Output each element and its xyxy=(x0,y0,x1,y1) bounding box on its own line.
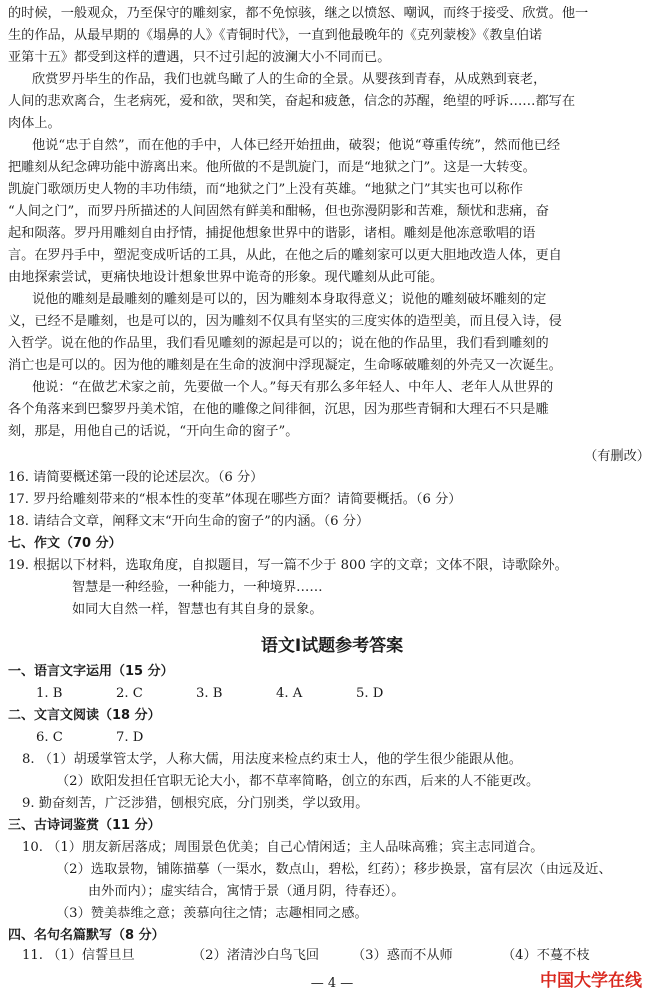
question-17: 17. 罗丹给雕刻带来的“根本性的变革”体现在哪些方面？请简要概括。（6 分） xyxy=(8,492,462,507)
answer-item: 11. （1）信誓旦旦 xyxy=(22,948,135,963)
passage-line: 他说“忠于自然”，而在他的手中，人体已经开始扭曲，破裂；他说“尊重传统”，然而他已经 xyxy=(32,138,561,153)
answer-item: （2）渚清沙白鸟飞回 xyxy=(192,948,320,963)
answer-line: （2）选取景物，铺陈描摹（一渠水，数点山，碧松，红药）；移步换景，富有层次（由远及近、 xyxy=(56,862,612,877)
answer-row xyxy=(36,727,196,749)
answer-line: （2）欧阳发担任官职无论大小，都不草率简略，创立的东西，后来的人不能更改。 xyxy=(56,774,540,789)
answer-line: 10. （1）朋友新居落成；周围景色优美；自己心情闲适；主人品味高雅；宾主志同道合。 xyxy=(22,840,544,855)
passage-line: 肉体上。 xyxy=(8,116,61,131)
passage-line: 由地探索尝试，更痛快地设计想象世界中诡奇的形象。现代雕刻从此可能。 xyxy=(8,270,444,285)
answer-item: 4. A xyxy=(276,686,303,701)
section-heading: 三、古诗词鉴赏（11 分） xyxy=(8,818,161,833)
passage-line: 人间的悲欢离合，生老病死，爱和欲，哭和笑，奋起和疲惫，信念的苏醒，绝望的呼诉……都写在 xyxy=(8,94,576,109)
question-18: 18. 请结合文章，阐释文末“开向生命的窗子”的内涵。（6 分） xyxy=(8,514,370,529)
passage-line: 欣赏罗丹毕生的作品，我们也就鸟瞰了人的生命的全景。从婴孩到青春，从成熟到衰老， xyxy=(32,72,547,87)
passage-line: 各个角落来到巴黎罗丹美术馆，在他的雕像之间徘徊，沉思，因为那些青铜和大理石不只是雕 xyxy=(8,402,549,417)
passage-line: 言。在罗丹手中，塑泥变成听话的工具，从此，在他之后的雕刻家可以更大胆地改造人体，更自 xyxy=(8,248,562,263)
passage-line: 他说：“在做艺术家之前，先要做一个人。”每天有那么多年轻人、中年人、老年人从世界的 xyxy=(32,380,554,395)
answer-item: 5. D xyxy=(356,686,384,701)
answer-line: （3）赞美恭维之意；羡慕向往之情；志趣相同之感。 xyxy=(56,906,368,921)
essay-material: 如同大自然一样，智慧也有其自身的景象。 xyxy=(72,602,323,617)
answer-line: 由外而内）；虚实结合，寓情于景（通月阴，待春还）。 xyxy=(88,884,405,899)
answer-item: 6. C xyxy=(36,730,63,745)
answer-item: 1. B xyxy=(36,686,63,701)
section-heading: 二、文言文阅读（18 分） xyxy=(8,708,161,723)
question-19: 19. 根据以下材料，选取角度，自拟题目，写一篇不少于 800 字的文章；文体不限，诗歌除外。 xyxy=(8,558,568,573)
answer-item: 3. B xyxy=(196,686,223,701)
answer-item: 2. C xyxy=(116,686,143,701)
source-note: （有删改） xyxy=(584,449,650,464)
answer-row xyxy=(36,683,436,705)
section-heading: 四、名句名篇默写（8 分） xyxy=(8,928,165,943)
section-heading: 七、作文（70 分） xyxy=(8,536,122,551)
passage-line: 义，已经不是雕刻，也是可以的，因为雕刻不仅具有坚实的三度实体的造型美，而且侵入诗，侵 xyxy=(8,314,562,329)
question-16: 16. 请简要概述第一段的论述层次。（6 分） xyxy=(8,470,264,485)
passage-line: “人间之门”，而罗丹所描述的人间固然有鲜美和酣畅，但也弥漫阴影和苦难，颓忧和悲痛，奋 xyxy=(8,204,549,219)
passage-line: 入哲学。说在他的作品里，我们看见雕刻的源起是可以的；说在他的作品里，我们看到雕刻的 xyxy=(8,336,549,351)
answer-row-11a xyxy=(22,945,622,967)
section-heading: 一、语言文字运用（15 分） xyxy=(8,664,174,679)
answer-item: 7. D xyxy=(116,730,144,745)
answer-key-title: 语文Ⅰ试题参考答案 xyxy=(260,636,404,656)
passage-line: 刻，那是，用他自己的话说，“开向生命的窗子”。 xyxy=(8,424,299,439)
answer-item: （3）惑而不从师 xyxy=(352,948,453,963)
page-number: — 4 — xyxy=(310,976,354,991)
passage-line: 生的作品，从最早期的《塌鼻的人》《青铜时代》，一直到他最晚年的《克列蒙梭》《教皇伯诺 xyxy=(8,28,543,43)
passage-line: 凯旋门歌颂历史人物的丰功伟绩，而“地狱之门”上没有英雄。“地狱之门”其实也可以称作 xyxy=(8,182,523,197)
answer-item: （4）不蔓不枝 xyxy=(502,948,590,963)
passage-line: 消亡也是可以的。因为他的雕刻是在生命的波涧中浮现凝定，生命啄破雕刻的外壳又一次诞生。 xyxy=(8,358,562,373)
answer-line: 9. 勤奋刻苦，广泛涉猎，刨根究底，分门别类，学以致用。 xyxy=(22,796,369,811)
passage-line: 把雕刻从纪念碑功能中游离出来。他所做的不是凯旋门，而是“地狱之门”。这是一大转变。 xyxy=(8,160,536,175)
essay-material: 智慧是一种经验，一种能力，一种境界…… xyxy=(72,580,323,595)
passage-line: 的时候，一般观众，乃至保守的雕刻家，都不免惊骇，继之以愤怒、嘲讽，而终于接受、欣赏。他一 xyxy=(8,6,589,21)
passage-line: 起和陨落。罗丹用雕刻自由抒情，捕捉他想象世界中的谐影，诸相。雕刻是他冻意歌唱的语 xyxy=(8,226,536,241)
answer-line: 8. （1）胡瑗掌管太学，人称大儒，用法度来检点约束士人，他的学生很少能跟从他。 xyxy=(22,752,522,767)
passage-line: 说他的雕刻是最雕刻的雕刻是可以的，因为雕刻本身取得意义；说他的雕刻破坏雕刻的定 xyxy=(32,292,547,307)
passage-line: 亚第十五》都受到这样的遭遇，只不过引起的波澜大小不同而已。 xyxy=(8,50,391,65)
watermark-logo: 中国大学在线 xyxy=(540,971,642,991)
